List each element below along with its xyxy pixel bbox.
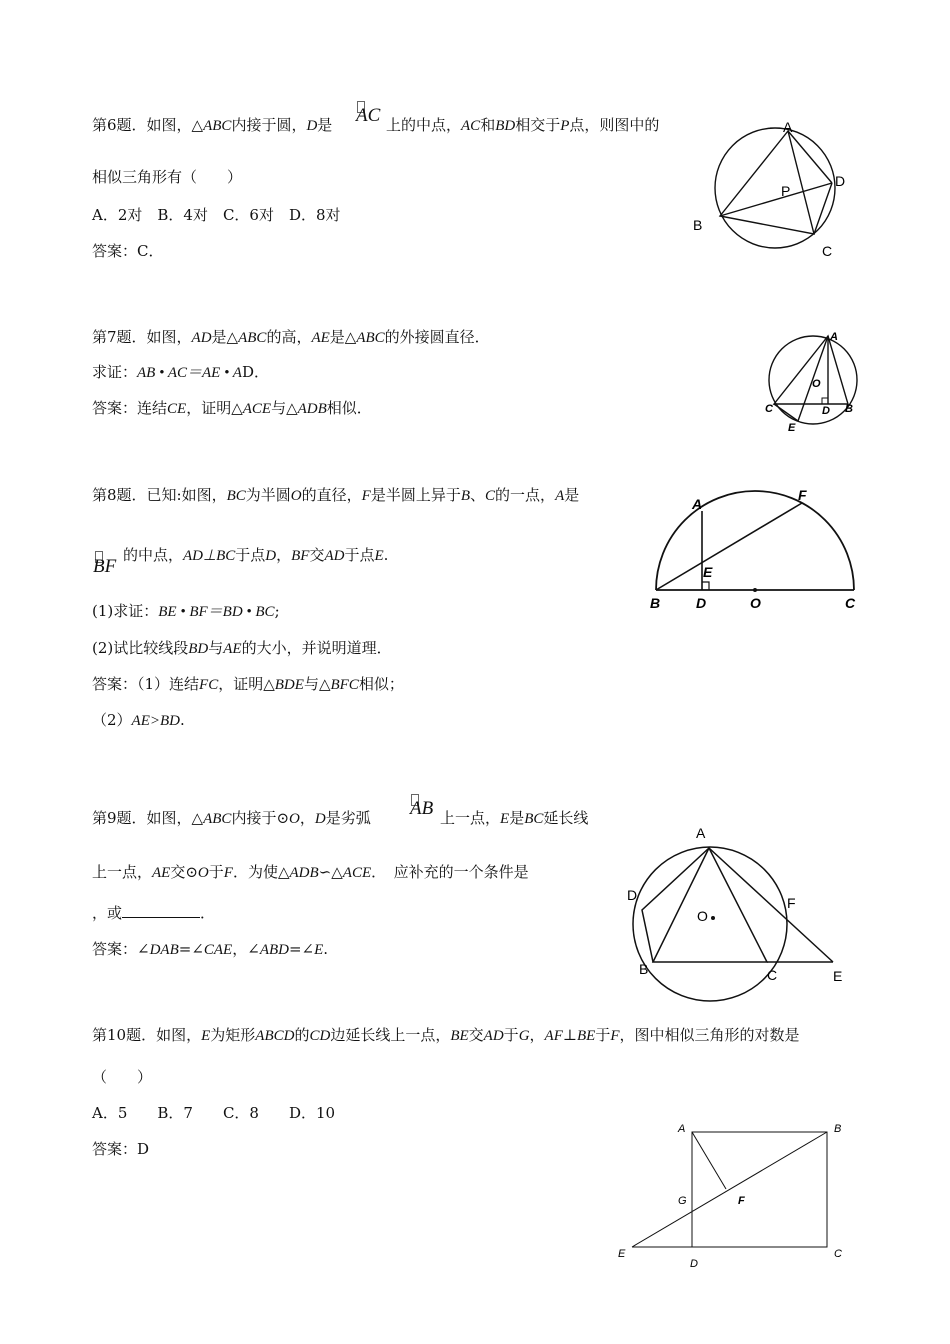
q7-line2	[92, 362, 269, 383]
q10-var: AF	[544, 1028, 563, 1044]
q6-answer: 答案：C．	[92, 242, 164, 260]
q9-text-seg: 延长线	[543, 809, 589, 827]
q9-label-a: A	[696, 825, 706, 841]
q9-var: O	[197, 865, 209, 881]
q9-text-seg: .	[323, 940, 329, 958]
q10-rectangle-abcd	[692, 1132, 827, 1247]
q9-var: E	[314, 942, 324, 958]
q9-label-o: O	[697, 908, 708, 924]
q10-line2: （ ）	[92, 1068, 153, 1086]
q7-var: ABC	[238, 330, 267, 346]
q7-answer	[92, 398, 372, 419]
q8-text-seg: 于点	[235, 546, 266, 564]
q8-label-c: C	[845, 595, 856, 611]
q8-text-seg: ，	[276, 546, 292, 564]
q10-var: F	[610, 1028, 620, 1044]
q10-answer: 答案：D	[92, 1140, 150, 1158]
q9-text-seg: 交⊙	[170, 863, 198, 881]
q6-text-seg: 第6题．如图，△	[92, 116, 204, 134]
q9-var: ACE	[342, 865, 372, 881]
q6-text-seg: 是	[317, 116, 333, 134]
q7-text-seg: D．	[241, 363, 269, 381]
q9-label-f: F	[787, 895, 796, 911]
q6-var: BD	[495, 118, 516, 134]
q7-text-seg: 是△	[329, 328, 357, 346]
q10-options: A．5 B．7 C．8 D．10	[92, 1104, 336, 1122]
q9-var: D	[314, 811, 326, 827]
q8-answer1	[92, 674, 404, 695]
q9-text-seg: ．为使△	[232, 863, 290, 881]
q10-var: BE	[450, 1028, 469, 1044]
q9-circle	[633, 847, 787, 1001]
q6-label-c: C	[822, 243, 833, 259]
q10-text-seg: 的	[294, 1026, 310, 1044]
q7-formula: AB • AC＝AE • A	[137, 365, 242, 381]
q7-label-b: B	[845, 403, 853, 415]
q8-line2	[123, 545, 388, 566]
q7-label-o: O	[812, 378, 821, 390]
q9-answer	[92, 939, 328, 960]
q9-label-c: C	[767, 967, 778, 983]
q8-text-seg: .	[180, 711, 185, 729]
q9-text-seg: 是	[509, 809, 525, 827]
q8-text-seg: 是半圆上异于	[370, 486, 461, 504]
q8-line1	[92, 485, 579, 506]
q6-text-seg: 相交于	[515, 116, 561, 134]
q9-text-seg: ，∠	[232, 940, 260, 958]
q7-label-e: E	[788, 422, 796, 434]
q6-var: ABC	[203, 118, 232, 134]
q9-line3	[92, 903, 215, 923]
q8-label-o: O	[750, 595, 761, 611]
q9-var: CAE	[203, 942, 233, 958]
q6-label-d: D	[835, 173, 846, 189]
q10-var: G	[518, 1028, 530, 1044]
q9-var: BC	[524, 811, 544, 827]
q10-var: E	[201, 1028, 211, 1044]
q7-text-seg: 的外接圆直径．	[384, 328, 490, 346]
q7-text-seg: 与△	[271, 399, 298, 417]
q8-var: D	[265, 548, 277, 564]
q8-var: AE	[223, 641, 242, 657]
q10-text-seg: ，	[529, 1026, 545, 1044]
q8-var: A	[555, 488, 565, 504]
q8-text-seg: 为半圆	[245, 486, 291, 504]
q9-answer-blank[interactable]	[122, 903, 200, 918]
q10-label-a: A	[678, 1123, 686, 1135]
q6-line-cd	[814, 183, 832, 234]
q9-text-seg: =∠	[178, 940, 204, 958]
q9-line1	[92, 808, 371, 829]
q10-text-seg: 第10题．如图，	[92, 1026, 202, 1044]
q8-line-bf	[656, 503, 802, 590]
q9-text-seg: 上一点，	[92, 863, 153, 881]
q9-line1b	[440, 808, 588, 829]
q8-text-seg: 与	[208, 639, 224, 657]
q9-text-seg: ．	[200, 904, 216, 922]
q8-var: BD	[188, 641, 209, 657]
q6-var: P	[560, 118, 570, 134]
q9-var: E	[500, 811, 510, 827]
q8-answer2	[92, 710, 185, 731]
q9-triangle-abc	[653, 848, 767, 962]
q9-text-seg: 内接于⊙	[231, 809, 290, 827]
q7-var: ADB	[297, 401, 327, 417]
q10-figure	[612, 1118, 852, 1278]
q10-line-af	[692, 1132, 726, 1189]
q10-text-seg: 交	[468, 1026, 484, 1044]
q8-text-seg: (1)求证：	[92, 602, 159, 620]
q8-center-o	[753, 588, 757, 592]
q8-text-seg: (2)试比较线段	[92, 639, 189, 657]
q6-label-b: B	[693, 217, 703, 233]
q7-text-seg: ，证明△	[186, 399, 243, 417]
q8-text-seg: 的直径，	[301, 486, 362, 504]
q8-text-seg: ，证明△	[218, 675, 275, 693]
q8-var: BC	[226, 488, 246, 504]
q10-label-f: F	[738, 1195, 745, 1207]
q6-label-a: A	[783, 119, 793, 135]
q9-text-seg: ，	[299, 809, 315, 827]
q9-var: O	[289, 811, 300, 827]
q8-text-seg: 、	[470, 486, 486, 504]
q6-text-seg: 和	[480, 116, 496, 134]
q8-var: E	[374, 548, 384, 564]
q8-formula: AD⊥BC	[183, 548, 236, 564]
q7-figure	[760, 325, 870, 435]
q9-text-seg: 第9题．如图，△	[92, 809, 204, 827]
q8-text-seg: 相似；	[358, 675, 404, 693]
q7-line1	[92, 327, 490, 348]
q8-text-seg: （2）	[92, 711, 132, 729]
q9-var: ABC	[203, 811, 232, 827]
q8-text-seg: 与△	[303, 675, 331, 693]
q9-label-d: D	[627, 887, 638, 903]
q9-text-seg: 于	[208, 863, 224, 881]
q9-line2	[92, 862, 529, 883]
q10-label-e: E	[618, 1248, 626, 1260]
q8-arc-label: BF	[93, 556, 117, 577]
q6-text-seg: 点，则图中的	[569, 116, 660, 134]
q6-label-p: P	[781, 183, 791, 199]
q8-label-e: E	[703, 564, 713, 580]
q6-text-seg: 上的中点，	[386, 116, 462, 134]
q9-center-o	[711, 916, 715, 920]
q8-var: B	[460, 488, 471, 504]
q6-line1b	[386, 115, 659, 136]
q9-text-seg: 是劣弧	[325, 809, 371, 827]
q9-figure	[620, 820, 860, 1000]
q8-var: C	[485, 488, 496, 504]
q6-figure	[690, 120, 870, 260]
q8-label-b: B	[650, 595, 661, 611]
q9-triangle-adb	[642, 848, 709, 962]
q8-semicircle	[656, 491, 854, 590]
q10-text-seg: 边延长线上一点，	[330, 1026, 451, 1044]
q8-part2	[92, 638, 392, 659]
q8-var: BFC	[330, 677, 359, 693]
q6-var: AC	[461, 118, 481, 134]
q10-label-b: B	[834, 1123, 842, 1135]
q9-text-seg: ，或	[92, 904, 123, 922]
q10-text-seg: 于	[503, 1026, 519, 1044]
q9-text-seg: 答案：∠	[92, 940, 150, 958]
q10-line-be	[632, 1132, 827, 1247]
q7-var: ACE	[242, 401, 272, 417]
q7-var: ABC	[356, 330, 385, 346]
q9-text-seg: =∠	[288, 940, 315, 958]
q6-options: A．2对 B．4对 C．6对 D．8对	[92, 206, 341, 224]
q10-text-seg: ，图中相似三角形的对数是	[619, 1026, 800, 1044]
q9-var: AE	[152, 865, 171, 881]
q10-text-seg: ⊥	[562, 1026, 577, 1044]
q8-var: BDE	[274, 677, 304, 693]
q9-label-b: B	[639, 961, 649, 977]
q10-label-g: G	[678, 1195, 687, 1207]
q9-var: ABD	[259, 942, 289, 958]
q8-text-seg: 是	[564, 486, 580, 504]
q8-var: FC	[199, 677, 219, 693]
q7-text-seg: 的高，	[266, 328, 312, 346]
q7-var: AD	[191, 330, 212, 346]
q9-var: ADB	[289, 865, 319, 881]
q8-text-seg: 的大小，并说明道理．	[241, 639, 392, 657]
q7-text-seg: 相似．	[326, 399, 372, 417]
q8-formula: AE>BD	[131, 713, 180, 729]
q8-formula: BE • BF＝BD • BC	[158, 604, 275, 620]
q8-label-a: A	[692, 496, 703, 512]
q9-var: DAB	[149, 942, 179, 958]
q10-line1	[92, 1025, 800, 1046]
q8-var: BF	[291, 548, 310, 564]
q8-text-seg: .	[383, 546, 389, 564]
q9-arc-label: AB	[410, 798, 434, 819]
q8-part1	[92, 601, 280, 622]
q7-text-seg: 求证：	[92, 363, 138, 381]
q7-label-d: D	[822, 405, 830, 417]
q8-text-seg: 答案：（1）连结	[92, 675, 200, 693]
q7-right-angle	[822, 398, 828, 404]
q9-text-seg: 上一点，	[440, 809, 501, 827]
q10-text-seg: 于	[595, 1026, 611, 1044]
q7-label-c: C	[765, 403, 773, 415]
q6-line-bd	[720, 183, 832, 216]
q8-var: O	[290, 488, 302, 504]
q8-text-seg: 交	[309, 546, 325, 564]
q10-label-c: C	[834, 1248, 842, 1260]
q10-label-d: D	[690, 1258, 698, 1270]
q7-var: CE	[167, 401, 187, 417]
q7-text-seg: 是△	[211, 328, 239, 346]
q9-text-seg: ∽△	[318, 863, 343, 881]
q6-arc-label: AC	[356, 105, 381, 126]
q6-var: D	[306, 118, 318, 134]
q10-text-seg: 为矩形	[210, 1026, 256, 1044]
q7-label-a: A	[830, 331, 838, 343]
q9-text-seg: ． 应补充的一个条件是	[371, 863, 529, 881]
q8-right-angle	[702, 582, 709, 590]
q7-text-seg: 第7题．如图，	[92, 328, 192, 346]
q6-text-seg: 内接于圆，	[231, 116, 307, 134]
q8-text-seg: 于点	[344, 546, 375, 564]
q8-text-seg: 的一点，	[495, 486, 556, 504]
q10-var: CD	[309, 1028, 331, 1044]
q10-var: ABCD	[255, 1028, 295, 1044]
q8-var: F	[361, 488, 371, 504]
q8-label-f: F	[798, 487, 807, 503]
q10-var: BE	[576, 1028, 596, 1044]
q7-line-ce	[774, 404, 798, 421]
q7-text-seg: 答案：连结	[92, 399, 168, 417]
q8-label-d: D	[696, 595, 707, 611]
q9-line-ae	[709, 848, 833, 962]
q10-var: AD	[483, 1028, 504, 1044]
q9-label-e: E	[833, 968, 843, 984]
q8-figure	[640, 480, 870, 615]
q8-text-seg: ;	[274, 602, 280, 620]
q6-triangle-abc	[720, 131, 814, 234]
q6-line1	[92, 115, 332, 136]
q7-var: AE	[311, 330, 330, 346]
q8-var: AD	[324, 548, 345, 564]
q8-text-seg: 第8题．已知:如图，	[92, 486, 227, 504]
q8-text-seg: 的中点，	[123, 546, 184, 564]
q9-var: F	[223, 865, 233, 881]
q6-line2: 相似三角形有（ ）	[92, 168, 243, 186]
